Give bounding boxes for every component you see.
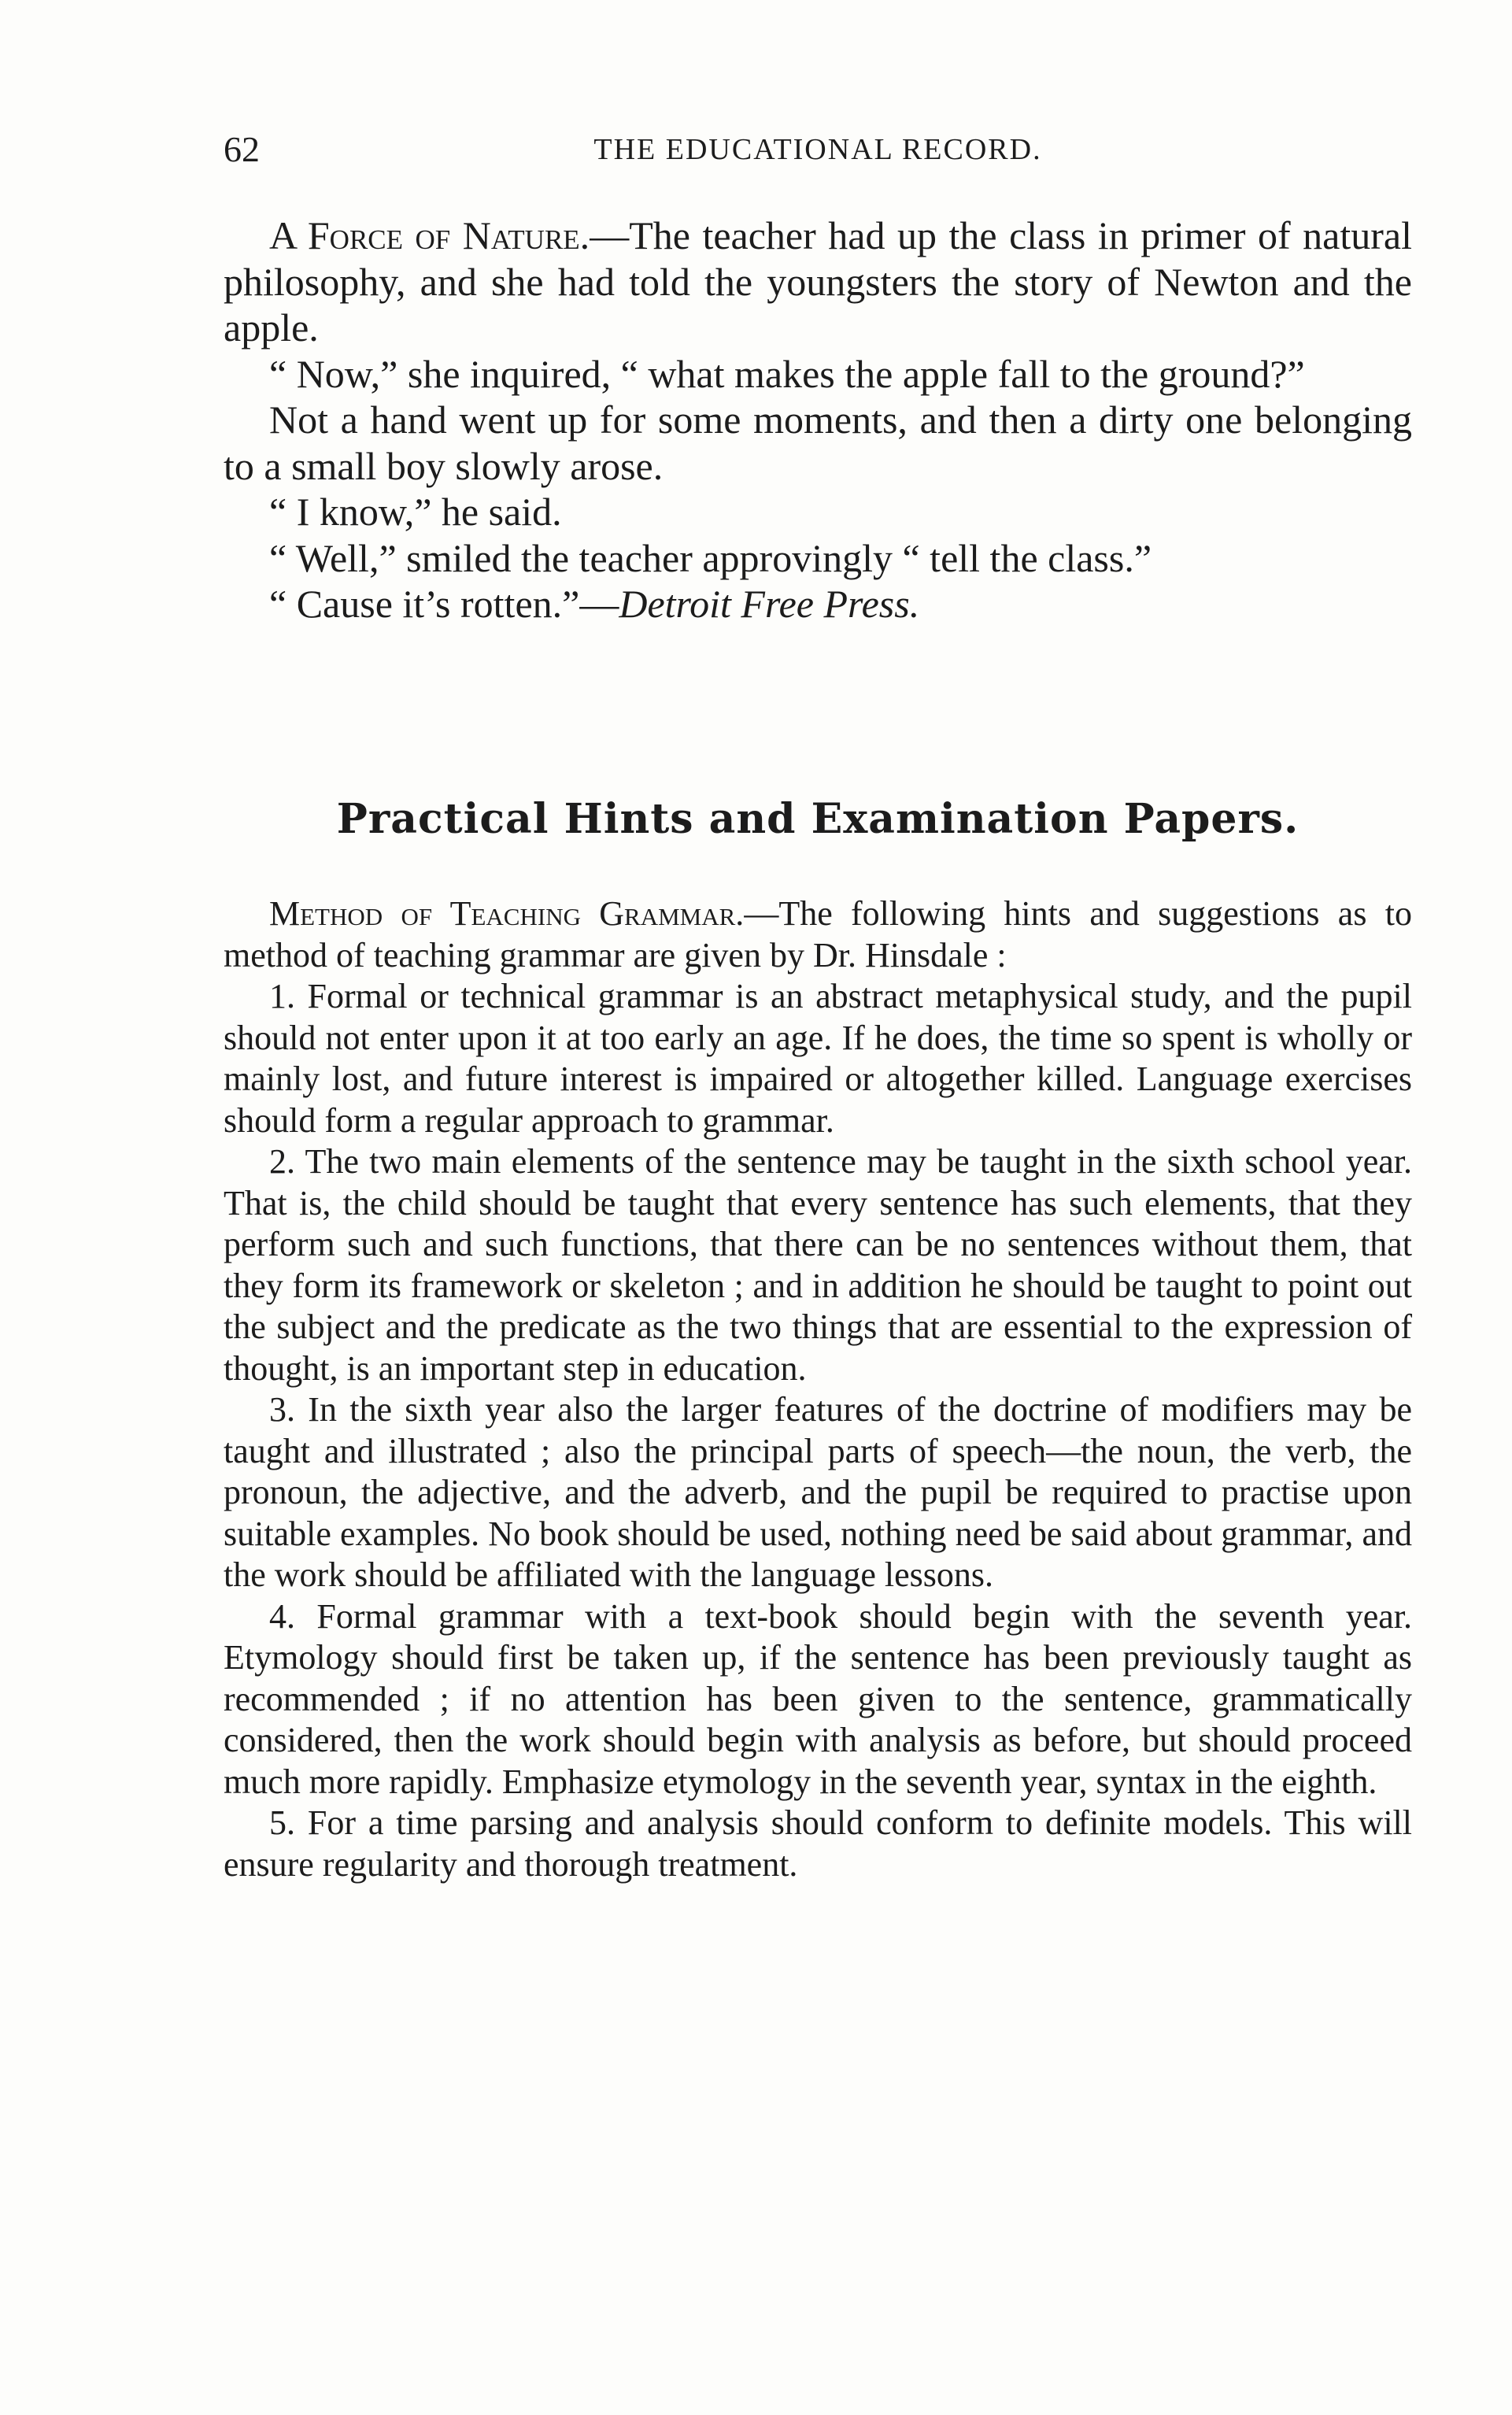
article-point: 4. Formal grammar with a text-book should begin with the seventh year. Etymology should first be taken up, if the sentence has been previously taught as recommended ; if no attention has been given to the sentence, grammatically considered, then the work should begin with analysis as before, but should proceed much more rapidly. Emphasize etymology in the seventh year, syntax in the eighth.	[224, 1596, 1412, 1801]
running-head	[224, 126, 1412, 173]
story-source: Detroit Free Press.	[619, 582, 920, 626]
article-point: 2. The two main elements of the sentence may be taught in the sixth school year. That is, the child should be taught that every sentence has such elements, that they perform such and such functions, that there can be no sentences without them, that they form its framework or skeleton ; and in addition he should be taught to point out the subject and the predicate as the two things that are essential to the expression of thought, is an important step in education.	[224, 1142, 1412, 1388]
story-paragraph: Not a hand went up for some moments, and then a dirty one belonging to a small boy slowly arose.	[224, 398, 1412, 488]
story-text: —The teacher had up the class in primer of natural philosophy, and she had told the youngsters the story of Newton and the apple.	[224, 213, 1412, 349]
story-text: “ Cause it’s rotten.”—	[269, 582, 619, 626]
journal-title: THE EDUCATIONAL RECORD.	[593, 133, 1042, 166]
article-intro	[224, 893, 1412, 976]
article-point: 5. For a time parsing and analysis should conform to definite models. This will ensure regularity and thorough treatment.	[224, 1803, 1412, 1884]
article-title: Method of Teaching Grammar.	[269, 894, 745, 933]
story-title: A Force of Nature.	[269, 213, 590, 257]
story-paragraph	[224, 581, 1412, 627]
story-paragraph	[224, 213, 1412, 351]
article-intro-text: —The following hints and suggestions as to method of teaching grammar are given by Dr. Hinsdale :	[224, 894, 1412, 975]
story-paragraph: “ Well,” smiled the teacher approvingly “ tell the class.”	[269, 535, 1152, 580]
story-paragraph: “ I know,” he said.	[269, 490, 562, 534]
anecdote-force-of-nature	[224, 213, 1412, 627]
story-paragraph: “ Now,” she inquired, “ what makes the apple fall to the ground?”	[269, 351, 1305, 396]
page-number: 62	[224, 129, 260, 169]
section-heading: Practical Hints and Examination Papers.	[336, 795, 1299, 843]
article-point: 3. In the sixth year also the larger features of the doctrine of modifiers may be taught and illustrated ; also the principal parts of speech—the noun, the verb, the pronoun, the adjective, and the adverb, and the pupil be required to practise upon suitable examples. No book should be used, nothing need be said about grammar, and the work should be affiliated with the language lessons.	[224, 1390, 1412, 1594]
article-method-of-teaching-grammar	[224, 893, 1412, 1885]
article-point: 1. Formal or technical grammar is an abstract metaphysical study, and the pupil should not enter upon it at too early an age. If he does, the time so spent is wholly or mainly lost, and future interest is impaired or altogether killed. Language exercises should form a regular approach to grammar.	[224, 977, 1412, 1140]
